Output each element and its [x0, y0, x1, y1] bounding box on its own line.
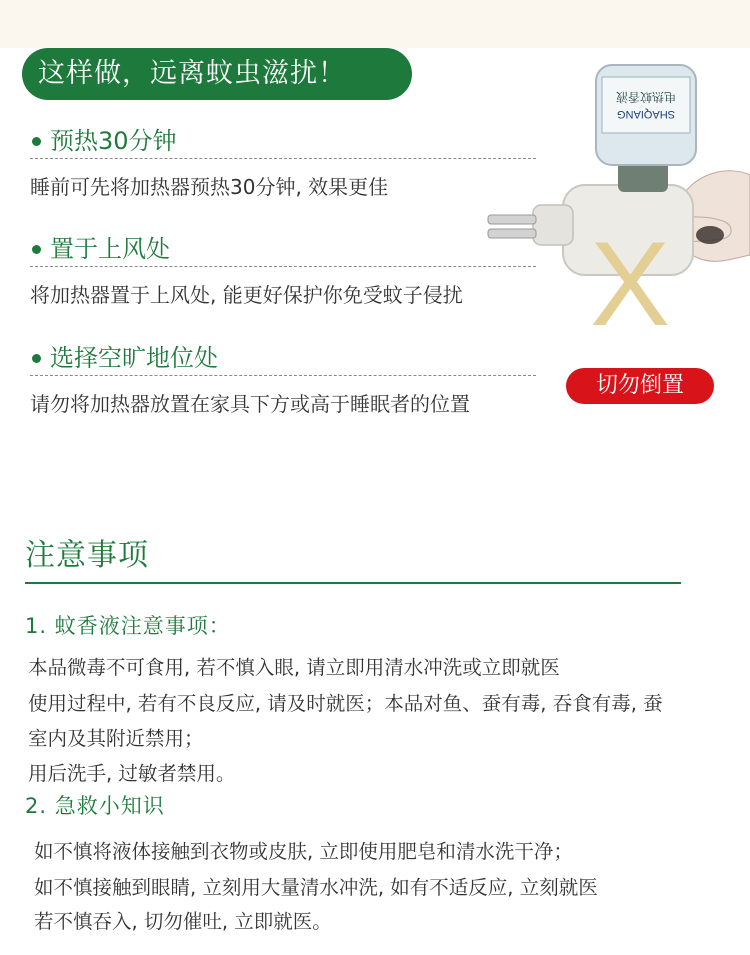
tip-description: 将加热器置于上风处, 能更好保护你免受蚊子侵扰	[30, 283, 463, 307]
precaution-line: 室内及其附近禁用；	[28, 727, 204, 750]
tip-description: 请勿将加热器放置在家具下方或高于睡眠者的位置	[30, 392, 470, 416]
tip-title-text: 置于上风处	[50, 235, 170, 263]
section-title: 注意事项	[25, 538, 149, 573]
bullet-dot-icon	[32, 245, 41, 254]
bottle-brand-text: SHAQIANG	[616, 108, 676, 120]
warning-badge: 切勿倒置	[566, 368, 714, 404]
tip-title	[30, 341, 536, 376]
first-aid-line: 如不慎接触到眼睛, 立刻用大量清水冲洗, 如有不适反应, 立刻就医	[34, 876, 598, 899]
cross-mark-icon: X	[589, 217, 671, 351]
headline-banner: 这样做，远离蚊虫滋扰！	[22, 48, 412, 100]
subsection-title-first-aid: 2. 急救小知识	[25, 794, 165, 818]
tip-preheat	[30, 124, 540, 200]
tip-open-space	[30, 341, 540, 417]
section-divider	[25, 582, 681, 584]
precaution-line: 本品微毒不可食用, 若不慎入眼, 请立即用清水冲洗或立即就医	[28, 656, 560, 679]
tip-description: 睡前可先将加热器预热30分钟, 效果更佳	[30, 175, 389, 199]
bottle-product-text: 电热蚊香液	[615, 90, 677, 104]
tip-title	[30, 124, 536, 159]
tip-title	[30, 232, 536, 267]
bullet-dot-icon	[32, 354, 41, 363]
precaution-line: 使用过程中, 若有不良反应, 请及时就医；本品对鱼、蚕有毒, 吞食有毒, 蚕	[28, 692, 663, 715]
top-band	[0, 0, 750, 48]
subsection-title-precautions: 1. 蚊香液注意事项：	[25, 614, 231, 638]
first-aid-line: 若不慎吞入, 切勿催吐, 立即就医。	[34, 910, 332, 933]
product-inverted-heater-illustration	[478, 55, 750, 355]
precaution-line: 用后洗手, 过敏者禁用。	[28, 762, 236, 785]
bullet-dot-icon	[32, 137, 41, 146]
first-aid-line: 如不慎将液体接触到衣物或皮肤, 立即使用肥皂和清水洗干净；	[34, 840, 573, 863]
tip-upwind	[30, 232, 540, 308]
tip-title-text: 选择空旷地位处	[50, 344, 218, 372]
tip-title-text: 预热30分钟	[50, 127, 177, 155]
